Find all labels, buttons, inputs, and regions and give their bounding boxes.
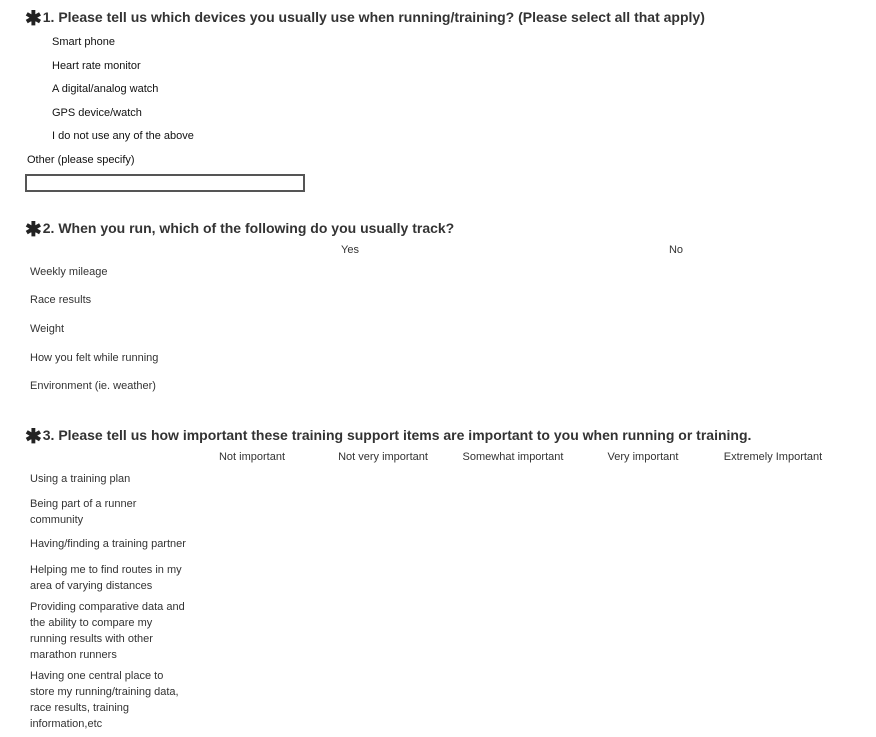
q1-other-input[interactable] [25,174,305,192]
q3-column-not-important: Not important [218,451,286,463]
q3-column-somewhat-important: Somewhat important [462,451,564,463]
q3-title-text: 3. Please tell us how important these training support items are important to you when running or training. [42,427,752,443]
q3-row-runner-community: Being part of a runner community [30,498,137,526]
q2-row-felt: How you felt while running [30,352,159,364]
q3-column-extremely-important: Extremely Important [723,451,823,463]
q3-title [25,426,751,446]
q1-other-label: Other (please specify) [27,154,135,166]
q1-option-none[interactable]: I do not use any of the above [52,130,194,142]
q3-row-find-routes: Helping me to find routes in my area of varying distances [30,564,182,592]
q2-title-text: 2. When you run, which of the following do you usually track? [42,220,455,236]
q2-row-environment: Environment (ie. weather) [30,380,156,392]
q3-column-very-important: Very important [607,451,679,463]
q1-title-text: 1. Please tell us which devices you usually use when running/training? (Please select all that apply) [42,9,705,25]
q1-option-watch[interactable]: A digital/analog watch [52,83,159,95]
required-star-icon: ✱ [25,426,42,448]
q2-row-race-results: Race results [30,294,92,306]
q2-title [25,219,454,239]
q2-column-no: No [668,244,684,256]
q2-column-yes: Yes [341,244,359,256]
required-star-icon: ✱ [25,219,42,241]
q1-option-heart-rate-monitor[interactable]: Heart rate monitor [52,60,141,72]
q3-row-training-plan: Using a training plan [30,473,131,485]
q1-title [25,8,705,28]
q3-column-not-very-important: Not very important [338,451,428,463]
q2-row-weekly-mileage: Weekly mileage [30,266,108,278]
q3-row-central-place: Having one central place to store my running/training data, race results, training information,etc [30,670,179,730]
q1-option-smart-phone[interactable]: Smart phone [52,36,115,48]
q1-option-gps[interactable]: GPS device/watch [52,107,142,119]
q3-row-comparative-data: Providing comparative data and the ability to compare my running results with other marathon runners [30,601,185,661]
required-star-icon: ✱ [25,8,42,30]
q2-row-weight: Weight [30,323,65,335]
q3-row-training-partner: Having/finding a training partner [30,538,186,550]
